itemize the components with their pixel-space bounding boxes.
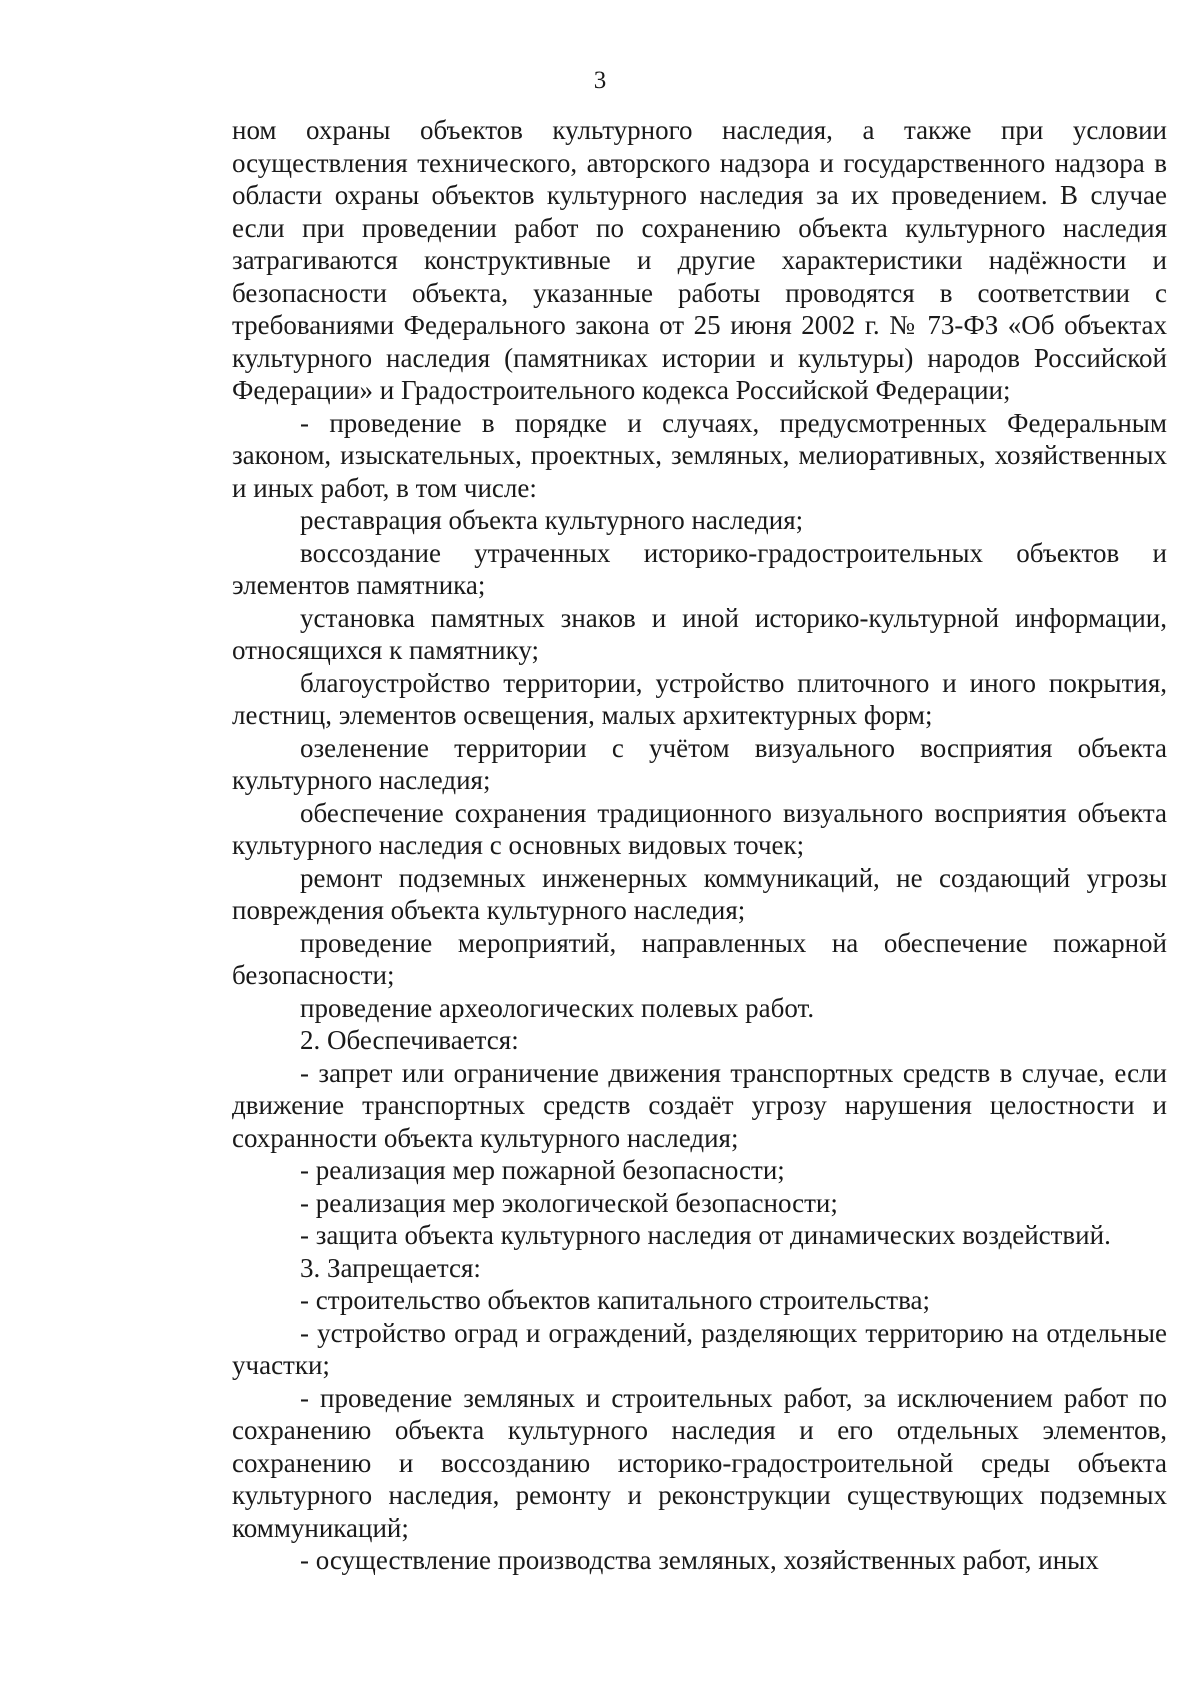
list-item: - строительство объектов капитального строительства; — [300, 1285, 930, 1315]
list-item: реставрация объекта культурного наследия; — [300, 505, 804, 535]
list-item: проведение археологических полевых работ. — [300, 992, 815, 1023]
list-item: - устройство оград и ограждений, разделяющих территорию на отдельные участки; — [232, 1317, 1167, 1380]
list-item: ремонт подземных инженерных коммуникаций, не создающий угрозы повреждения объекта культурного наследия; — [232, 862, 1167, 925]
list-item: воссоздание утраченных историко-градостроительных объектов и элементов памятника; — [232, 537, 1167, 600]
list-item: - защита объекта культурного наследия от динамических воздействий. — [300, 1220, 1111, 1250]
paragraph-continuation: ном охраны объектов культурного наследия, а также при условии осуществления технического, авторского надзора и государственного надзора в области охраны объектов культурного наследия за их проведением. В случае если при проведении работ по сохранению объекта культурного наследия затрагиваются конструктивные и другие характеристики надёжности и безопасности объекта, указанные работы проводятся в соответствии с требованиями Федерального закона от 25 июня 2002 г. № 73-ФЗ «Об объектах культурного наследия (памятниках истории и культуры) народов Российской Федерации» и Градостроительного кодекса Российской Федерации; — [232, 115, 1167, 405]
list-item: проведение мероприятий, направленных на обеспечение пожарной безопасности; — [232, 927, 1167, 990]
list-item: обеспечение сохранения традиционного визуального восприятия объекта культурного наследия с основных видовых точек; — [232, 797, 1167, 860]
list-item: благоустройство территории, устройство плиточного и иного покрытия, лестниц, элементов освещения, малых архитектурных форм; — [232, 667, 1167, 730]
list-item: - реализация мер пожарной безопасности; — [300, 1155, 785, 1185]
list-item: - осуществление производства земляных, хозяйственных работ, иных — [300, 1545, 1099, 1575]
section-heading-2: 2. Обеспечивается: — [300, 1025, 519, 1055]
list-item: озеленение территории с учётом визуального восприятия объекта культурного наследия; — [232, 732, 1167, 795]
list-item: установка памятных знаков и иной историко-культурной информации, относящихся к памятнику; — [232, 602, 1167, 665]
list-item: - проведение земляных и строительных работ, за исключением работ по сохранению объекта культурного наследия и его отдельных элементов, сохранению и воссозданию историко-градостроительной среды объекта культурного наследия, ремонту и реконструкции существующих подземных коммуникаций; — [232, 1382, 1167, 1543]
page-number: 3 — [593, 67, 607, 94]
list-item: - запрет или ограничение движения транспортных средств в случае, если движение транспортных средств создаёт угрозу нарушения целостности и сохранности объекта культурного наследия; — [232, 1057, 1167, 1153]
paragraph-works-list-intro: - проведение в порядке и случаях, предусмотренных Федеральным законом, изыскательных, проектных, земляных, мелиоративных, хозяйственных и иных работ, в том числе: — [232, 407, 1167, 503]
document-body — [232, 114, 1167, 1577]
section-heading-3: 3. Запрещается: — [300, 1252, 481, 1283]
list-item: - реализация мер экологической безопасности; — [300, 1187, 838, 1218]
